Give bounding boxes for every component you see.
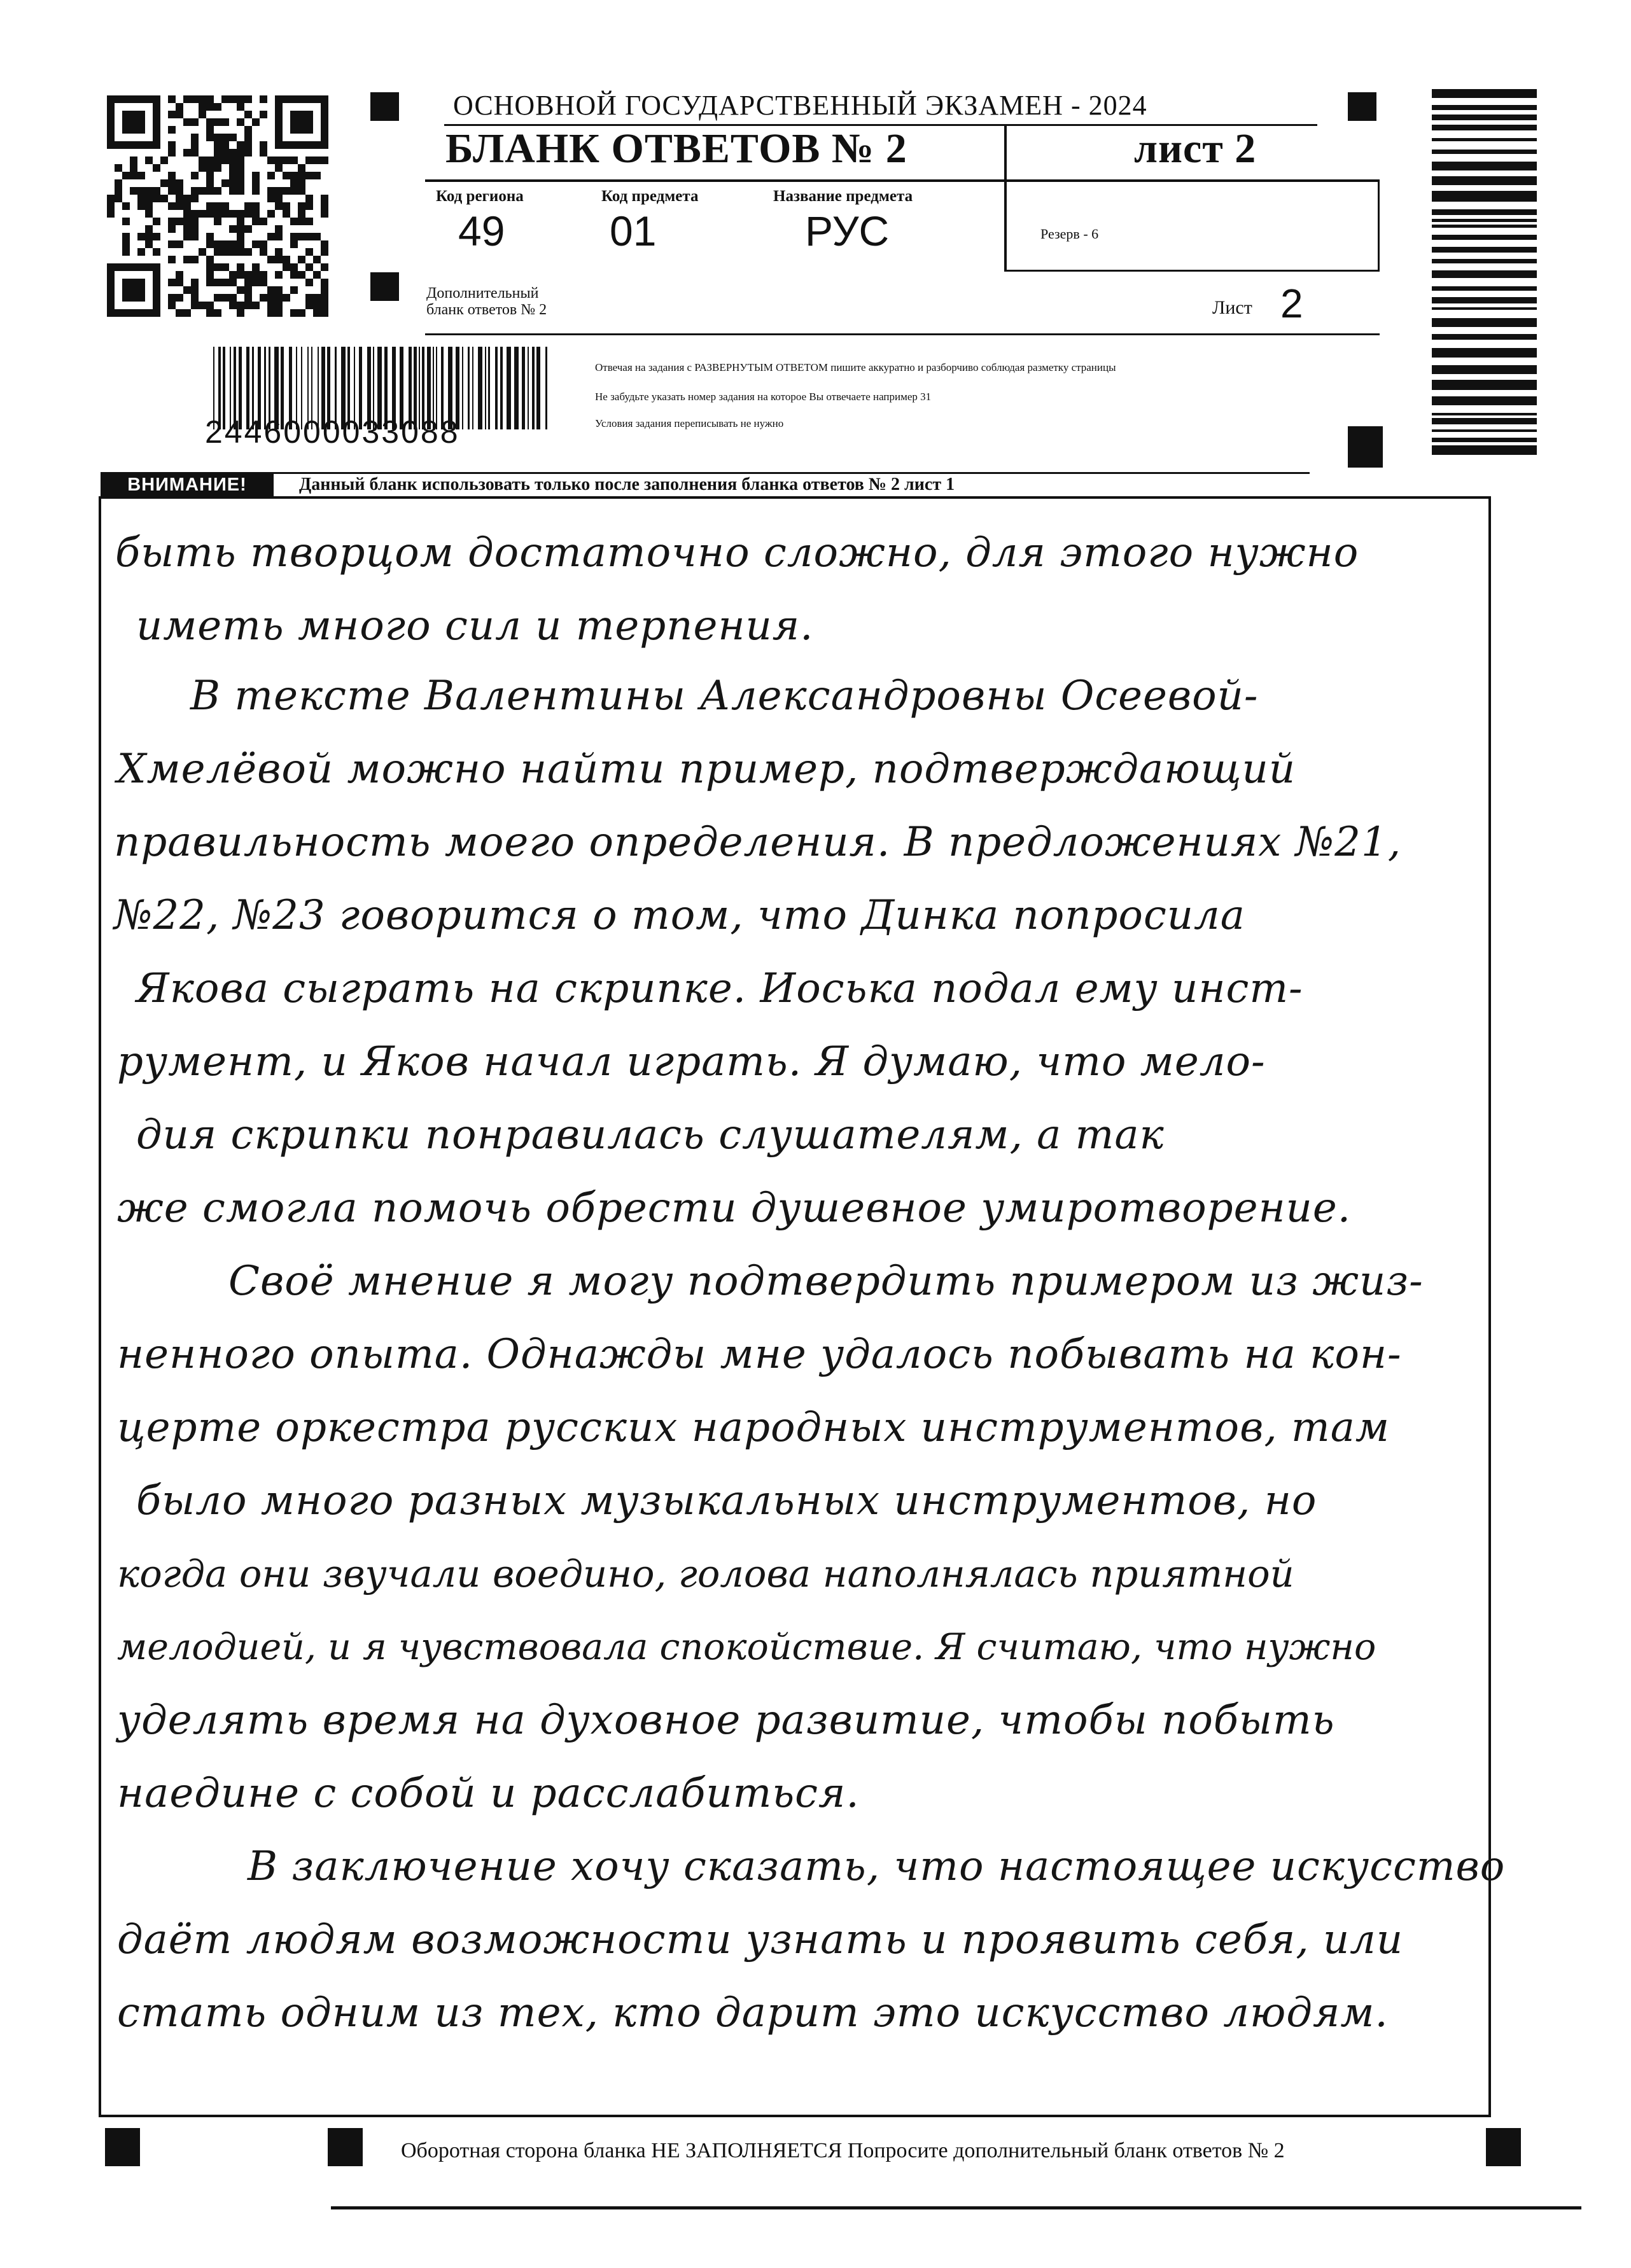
region-value: 49 (458, 207, 505, 254)
timing-mark (1348, 426, 1383, 468)
answer-line: Хмелёвой можно найти пример, подтверждающий (117, 746, 1296, 793)
instruction-line-2: Не забудьте указать номер задания на которое Вы отвечаете например 31 (595, 391, 932, 403)
warning-badge: ВНИМАНИЕ! (101, 473, 274, 496)
timing-mark (370, 272, 399, 301)
instruction-line-1: Отвечая на задания с РАЗВЕРНУТЫМ ОТВЕТОМ пишите аккуратно и разборчиво соблюдая разметку страницы (595, 361, 1116, 373)
answer-line: наедине с собой и расслабиться. (117, 1770, 860, 1817)
additional-form-label (426, 285, 547, 318)
footer-text: Оборотная сторона бланка НЕ ЗАПОЛНЯЕТСЯ Попросите дополнительный бланк ответов № 2 (401, 2139, 1285, 2162)
header-bottom-rule (425, 333, 1380, 335)
answer-line: когда они звучали воедино, голова наполнялась приятной (117, 1552, 1294, 1596)
answer-line: №22, №23 говорится о том, что Динка попросила (114, 892, 1245, 939)
qr-code (107, 95, 328, 317)
answer-line: было много разных музыкальных инструментов, но (136, 1477, 1317, 1524)
answer-line: стать одним из тех, кто дарит это искусство людям. (117, 1989, 1389, 2036)
form-title: БЛАНК ОТВЕТОВ № 2 (445, 125, 907, 172)
answer-line: дия скрипки понравилась слушателям, а так (136, 1111, 1165, 1158)
additional-label-line2: бланк ответов № 2 (426, 302, 547, 318)
answer-line: быть творцом достаточно сложно, для этого нужно (115, 529, 1359, 576)
header-rule (425, 179, 1380, 182)
sheet-number-value: 2 (1280, 281, 1303, 326)
subject-code-label: Код предмета (601, 188, 699, 205)
answer-line: правильность моего определения. В предложениях №21, (114, 819, 1402, 866)
timing-mark (328, 2128, 363, 2166)
timing-mark (1486, 2128, 1521, 2166)
answer-line: румент, и Яков начал играть. Я думаю, что мело- (117, 1038, 1266, 1085)
warning-text: Данный бланк использовать только после заполнения бланка ответов № 2 лист 1 (299, 475, 955, 494)
footer-rule (331, 2206, 1581, 2209)
answer-area (99, 496, 1506, 2117)
answer-line: же смогла помочь обрести душевное умиротворение. (117, 1185, 1352, 1232)
answer-line: мелодией, и я чувствовала спокойствие. Я считаю, что нужно (117, 1626, 1376, 1668)
header-rule-bottom (1004, 270, 1380, 272)
subject-name-label: Название предмета (773, 188, 913, 205)
additional-label-line1: Дополнительный (426, 285, 539, 302)
header-right-edge (1378, 179, 1380, 272)
answer-line: Якова сыграть на скрипке. Иоська подал ему инст- (136, 965, 1303, 1012)
exam-title: ОСНОВНОЙ ГОСУДАРСТВЕННЫЙ ЭКЗАМЕН - 2024 (453, 90, 1147, 121)
answer-line: церте оркестра русских народных инструментов, там (117, 1404, 1390, 1451)
region-label: Код региона (436, 188, 524, 205)
answer-line: В тексте Валентины Александровны Осеевой- (190, 672, 1259, 720)
subject-name-value: РУС (805, 207, 890, 254)
answer-line: уделять время на духовное развитие, чтобы побыть (117, 1697, 1335, 1744)
subject-code-value: 01 (610, 207, 657, 254)
answer-line: даёт людям возможности узнать и проявить себя, или (117, 1916, 1404, 1963)
timing-mark (105, 2128, 140, 2166)
answer-line: В заключение хочу сказать, что настоящее искусство (248, 1843, 1506, 1890)
answer-line: ненного опыта. Однажды мне удалось побывать на кон- (117, 1331, 1402, 1378)
header-divider (1004, 126, 1007, 271)
timing-mark (370, 92, 399, 121)
timing-mark (1348, 92, 1376, 121)
instruction-line-3: Условия задания переписывать не нужно (595, 417, 784, 429)
side-barcode (1432, 89, 1537, 461)
sheet-number-label: Лист (1212, 297, 1252, 318)
sheet-label: лист 2 (1134, 125, 1257, 172)
answer-line: Своё мнение я могу подтвердить примером из жиз- (228, 1258, 1424, 1305)
barcode-number: 2446000033088 (205, 414, 460, 450)
reserve-label: Резерв - 6 (1040, 226, 1099, 242)
answer-line: иметь много сил и терпения. (136, 602, 814, 650)
